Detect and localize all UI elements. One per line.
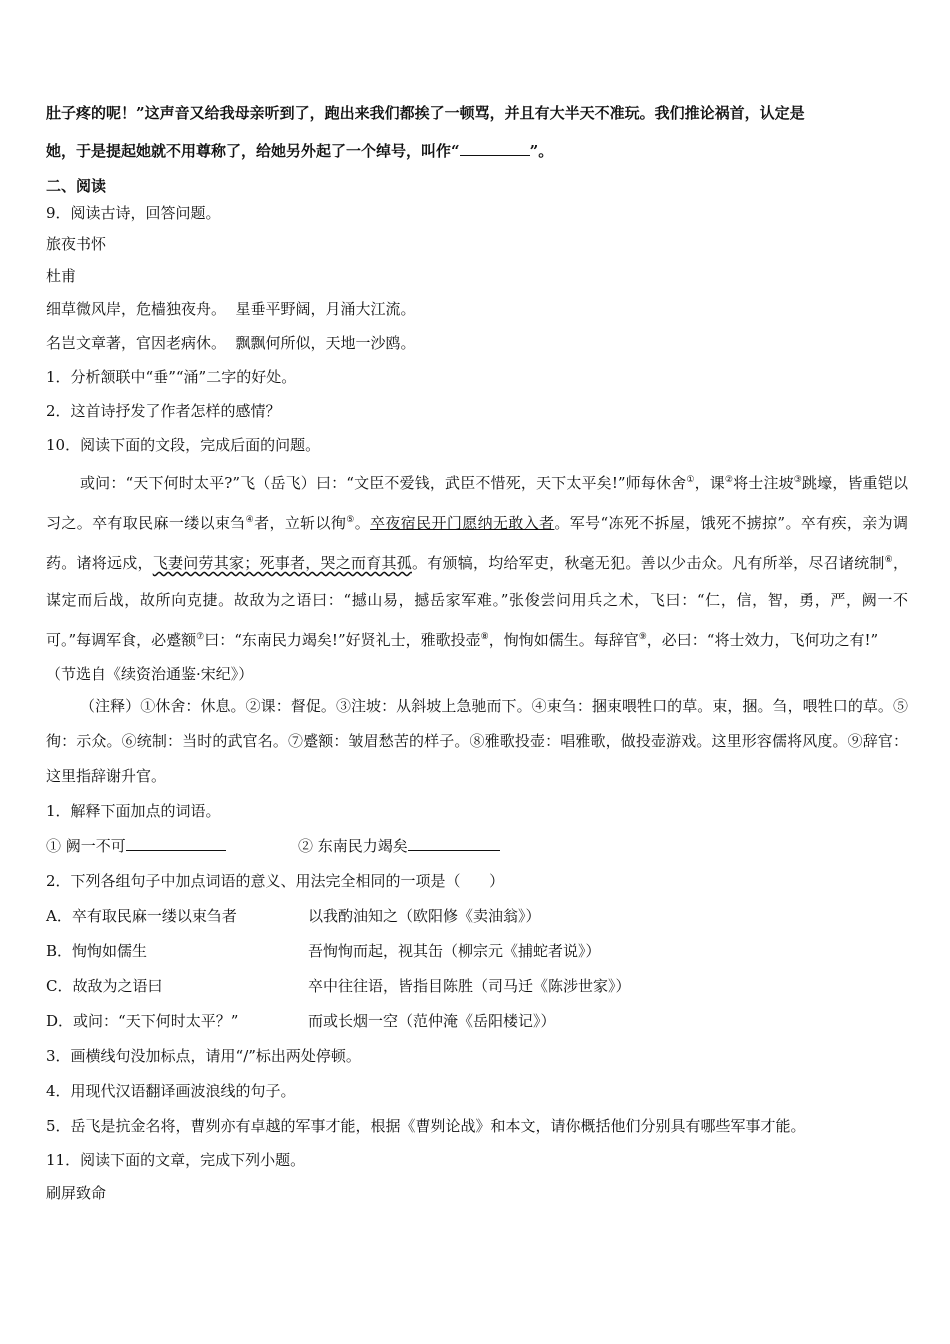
passage-text: ，课 <box>694 474 725 492</box>
option-c[interactable] <box>46 969 908 1004</box>
fill-item-a <box>46 829 298 864</box>
note-marker: ① <box>686 475 695 485</box>
intro-line-2 <box>46 134 908 168</box>
fill-item-b <box>298 829 500 864</box>
passage-text: 。军号“冻死不拆屋，饿死不掳掠”。卒有疾，亲为调药。诸将远戍， <box>46 514 908 572</box>
poem-author: 杜甫 <box>46 267 77 285</box>
passage-text: 。 <box>354 514 371 532</box>
option-b-right: 吾恂恂而起，视其缶（柳宗元《捕蛇者说》） <box>308 942 601 960</box>
passage-text: 将士注坡 <box>733 474 794 492</box>
q11-prompt: 11．阅读下面的文章，完成下列小题。 <box>46 1151 306 1169</box>
fill-blank-a[interactable] <box>126 834 226 851</box>
passage-text: 或问：“天下何时太平?”飞（岳飞）曰：“文臣不爱钱，武臣不惜死，天下太平矣!”师每休舍 <box>80 474 687 492</box>
passage-text: 。有颁犒，均给军吏，秋毫无犯。善以少击众。凡有所举，尽召诸统制 <box>411 554 885 572</box>
poem-verse-2: 名岂文章著，官因老病休。 飘飘何所似，天地一沙鸥。 <box>46 334 416 352</box>
section-heading: 二、阅读 <box>46 177 107 195</box>
q10-sub-2: 2．下列各组句子中加点词语的意义、用法完全相同的一项是（ ） <box>46 872 505 890</box>
note-marker: ⑥ <box>884 555 893 565</box>
passage-text: ，谋定而后战，故所向克捷。故敌为之语曰：“撼山易，撼岳家军难。”张俊尝问用兵之术，飞曰：“仁，信，智，勇，严，阙一不可。”每调军食，必蹙额 <box>46 554 908 649</box>
passage-text: ，恂恂如儒生。每辞官 <box>488 631 639 649</box>
passage-source: （节选自《续资治通鉴·宋纪》） <box>46 665 254 683</box>
option-b[interactable] <box>46 934 908 969</box>
fill-blank-b[interactable] <box>408 834 500 851</box>
option-d[interactable] <box>46 1004 908 1039</box>
option-a-left: A．卒有取民麻一缕以束刍者 <box>46 907 237 925</box>
option-c-left: C．故敌为之语曰 <box>46 977 163 995</box>
q10-sub-4: 4．用现代汉语翻译画波浪线的句子。 <box>46 1082 296 1100</box>
option-c-right: 卒中往往语，皆指目陈胜（司马迁《陈涉世家》） <box>308 977 631 995</box>
note-marker: ⑨ <box>638 632 647 642</box>
note-marker: ⑧ <box>480 632 489 642</box>
wavy-underlined-sentence: 飞妻问劳其家；死事者，哭之而育其孤 <box>152 554 412 572</box>
q10-sub-1-fill-row <box>46 829 908 864</box>
note-marker: ⑦ <box>196 632 205 642</box>
poem-title: 旅夜书怀 <box>46 235 107 253</box>
nickname-blank[interactable] <box>460 139 530 156</box>
passage-text: ，必曰：“将士效力，飞何功之有!” <box>646 631 879 649</box>
note-marker: ② <box>724 475 734 485</box>
article-title: 刷屏致命 <box>46 1184 107 1202</box>
underlined-sentence: 卒夜宿民开门愿纳无敢入者 <box>370 514 555 532</box>
intro-line-2-text: 她，于是提起她就不用尊称了，给她另外起了一个绰号，叫作“ <box>46 142 460 160</box>
fill-item-b-text: ② 东南民力竭矣 <box>298 837 408 855</box>
option-d-right: 而或长烟一空（范仲淹《岳阳楼记》） <box>308 1012 556 1030</box>
passage-text: 者，立斩以徇 <box>254 514 347 532</box>
note-marker: ③ <box>793 475 803 485</box>
q9-sub-2: 2．这首诗抒发了作者怎样的感情？ <box>46 402 281 420</box>
option-b-left: B．恂恂如儒生 <box>46 942 148 960</box>
note-marker: ④ <box>245 515 255 525</box>
classical-passage <box>46 462 908 659</box>
q10-sub-1: 1．解释下面加点的词语。 <box>46 802 221 820</box>
option-a[interactable] <box>46 899 908 934</box>
option-d-left: D．或问：“天下何时太平？” <box>46 1012 239 1030</box>
intro-line-2-end: ”。 <box>529 142 554 160</box>
q10-sub-3: 3．画横线句没加标点，请用“/”标出两处停顿。 <box>46 1047 361 1065</box>
note-marker: ⑤ <box>346 515 355 525</box>
q9-sub-1: 1．分析颔联中“垂”“涌”二字的好处。 <box>46 368 297 386</box>
q10-sub-5: 5．岳飞是抗金名将，曹刿亦有卓越的军事才能，根据《曹刿论战》和本文，请你概括他们分别具有哪些军事才能。 <box>46 1117 806 1135</box>
passage-text: 曰：“东南民力竭矣!”好贤礼士，雅歌投壶 <box>204 631 481 649</box>
q9-prompt: 9．阅读古诗，回答问题。 <box>46 204 221 222</box>
passage-notes: （注释）①休舍：休息。②课：督促。③注坡：从斜坡上急驰而下。④束刍：捆束喂牲口的草。束，捆。刍，喂牲口的草。⑤徇：示众。⑥统制：当时的武官名。⑦蹙额：皱眉愁苦的样子。⑧雅歌投壶：唱雅歌，做投壶游戏。这里形容儒将风度。⑨辞官：这里指辞谢升官。 <box>46 697 908 785</box>
fill-item-a-text: ① 阙一不可 <box>46 837 126 855</box>
passage-text: 跳壕，皆重铠以习之。卒有取民麻一缕以束刍 <box>46 474 908 532</box>
option-a-right: 以我酌油知之（欧阳修《卖油翁》） <box>308 907 541 925</box>
poem-verse-1: 细草微风岸，危樯独夜舟。 星垂平野阔，月涌大江流。 <box>46 300 416 318</box>
document-page <box>46 96 908 1210</box>
intro-line-1: 肚子疼的呢！”这声音又给我母亲听到了，跑出来我们都挨了一顿骂，并且有大半天不准玩。我们推论祸首，认定是 <box>46 104 805 122</box>
q10-prompt: 10．阅读下面的文段，完成后面的问题。 <box>46 436 321 454</box>
